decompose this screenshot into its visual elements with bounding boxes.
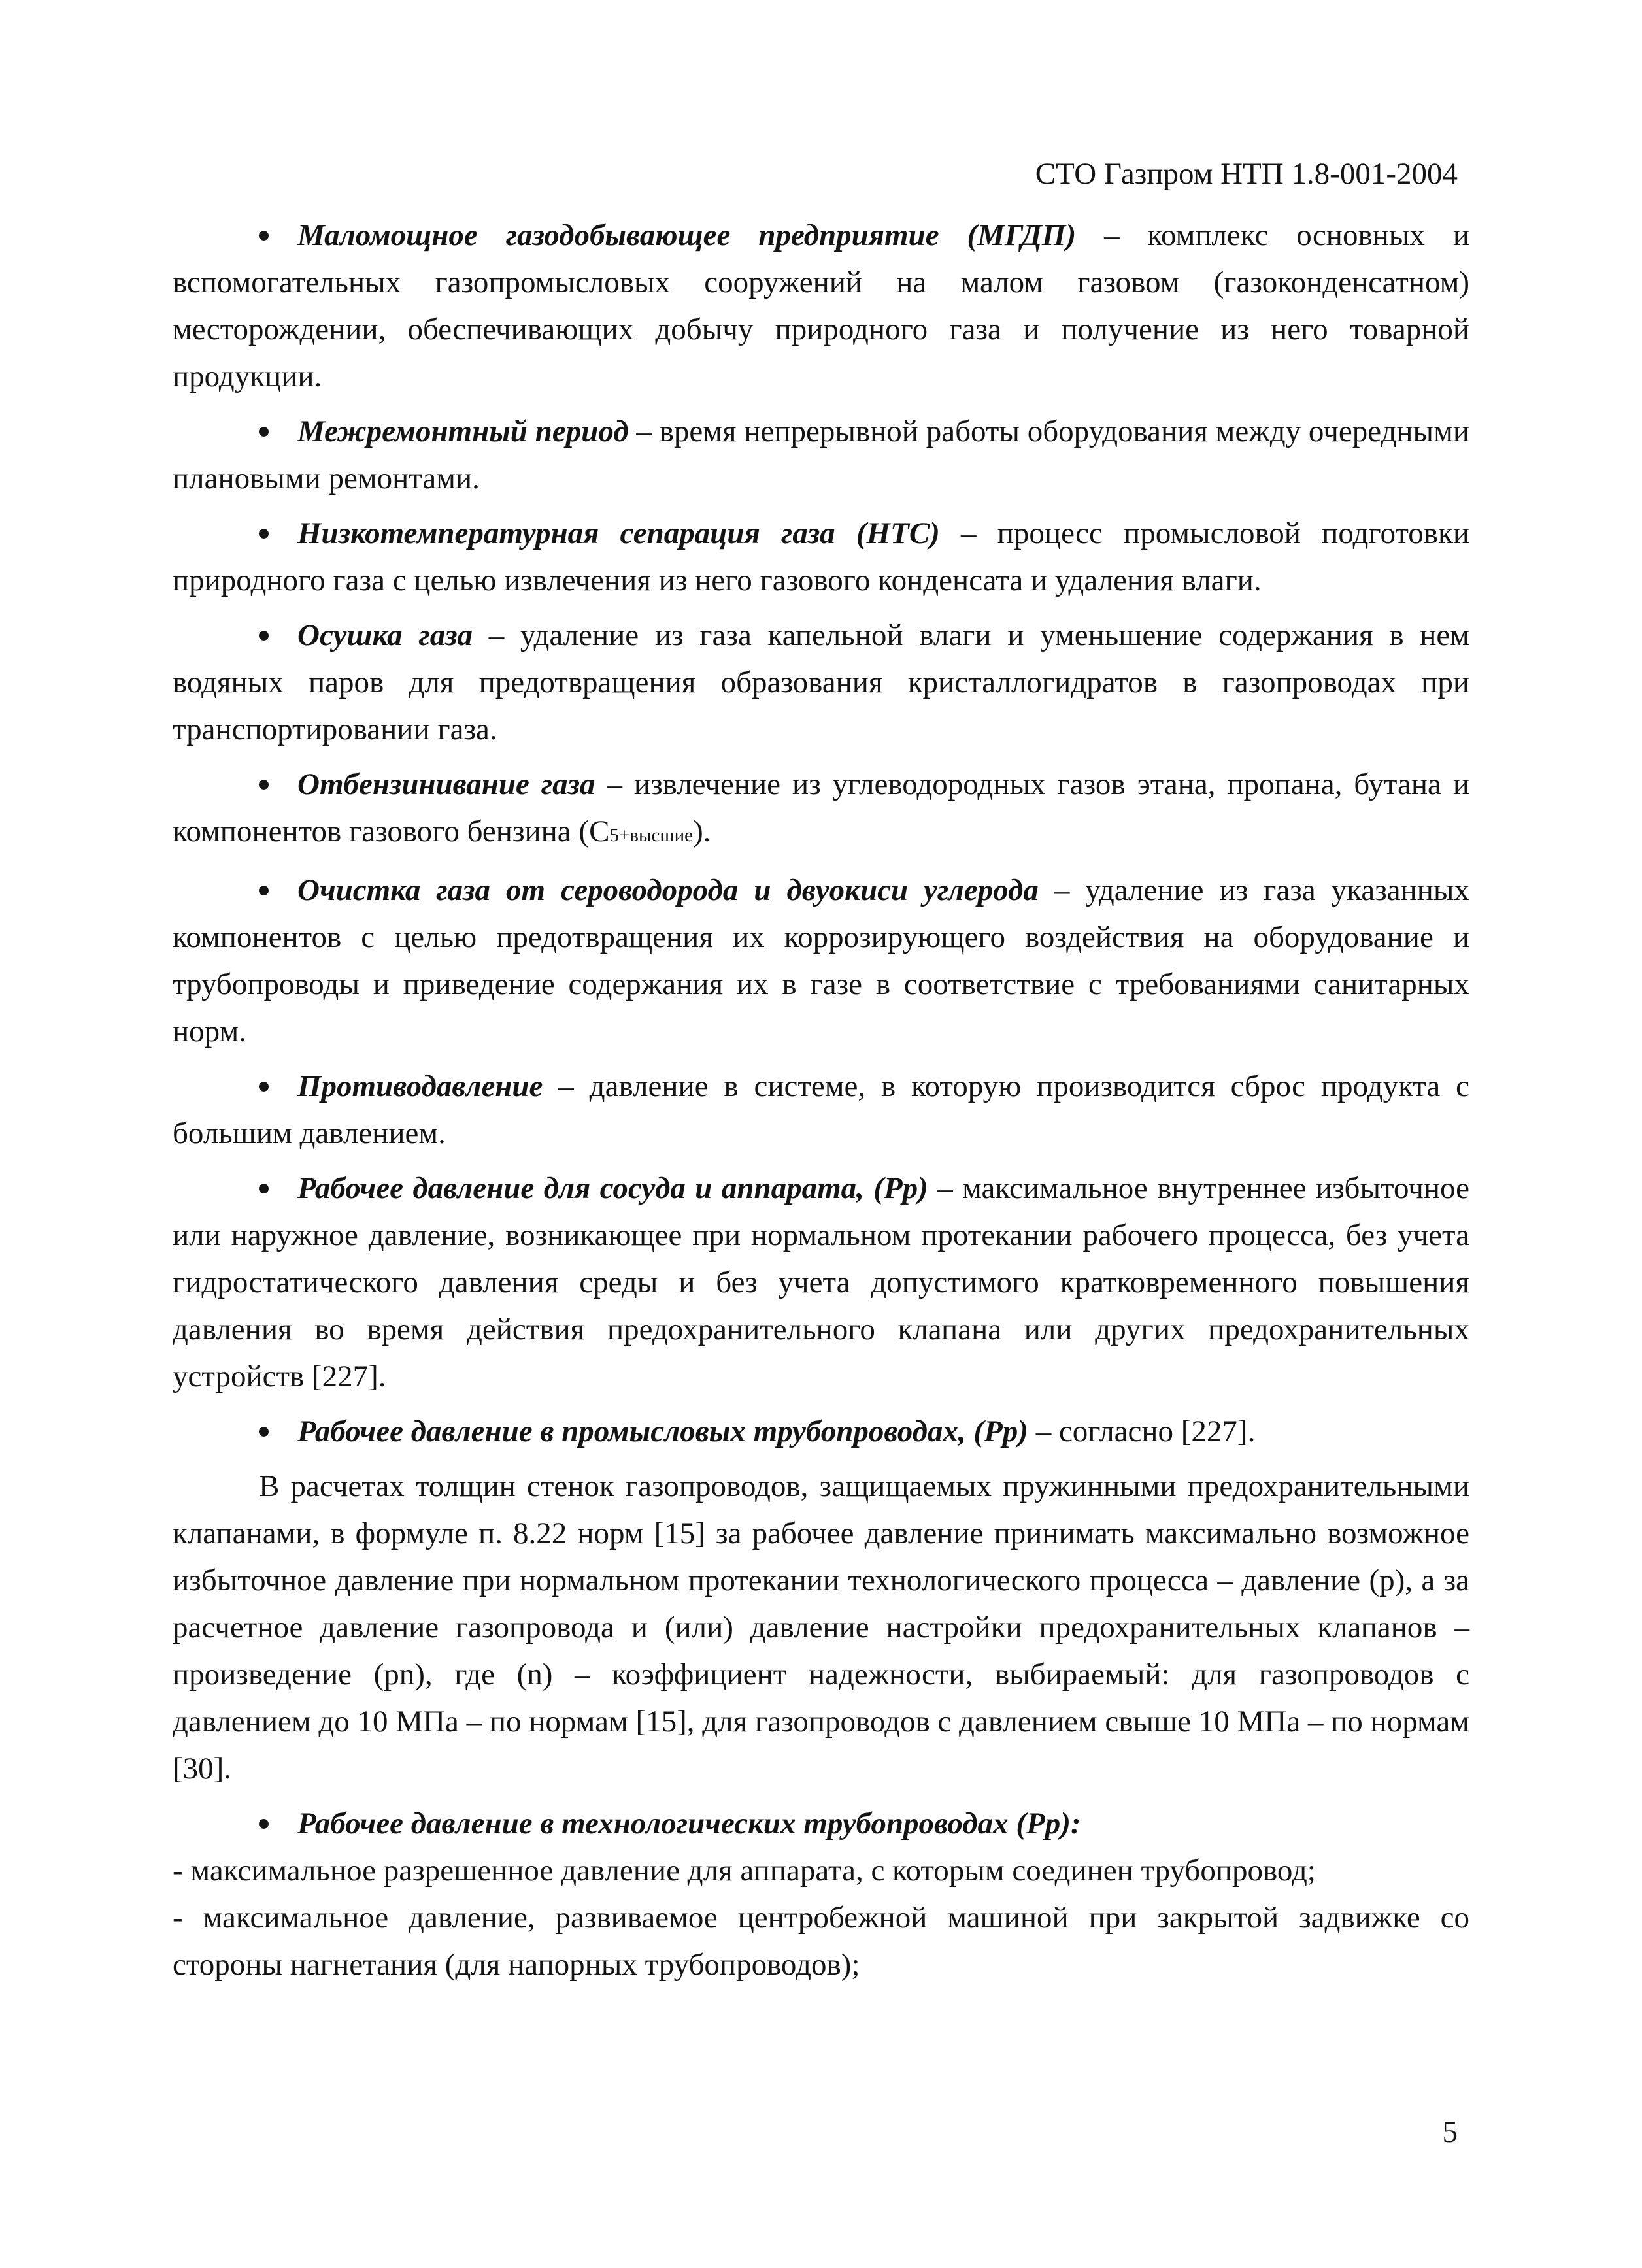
definition-text: – давление в системе, в которую производится сброс продукта с большим давлением. bbox=[173, 1069, 1469, 1150]
definition-text: – комплекс основных и вспомогательных газопромысловых сооружений на малом газовом (газоконденсатном) месторождении, обеспечивающих добычу природного газа и получение из него товарной продукции. bbox=[173, 218, 1469, 393]
definition-item bbox=[173, 1408, 1469, 1455]
definition-term: Рабочее давление для сосуда и аппарата, (Рр) bbox=[297, 1171, 928, 1205]
definition-item bbox=[173, 510, 1469, 604]
definition-item bbox=[173, 212, 1469, 400]
bullet-icon bbox=[259, 1427, 269, 1437]
definition-text: – согласно [227]. bbox=[1028, 1414, 1256, 1448]
definition-term: Маломощное газодобывающее предприятие (МГДП) bbox=[297, 218, 1077, 252]
definition-text: – максимальное внутреннее избыточное или наружное давление, возникающее при нормальном протекании рабочего процесса, без учета гидростатического давления среды и без учета допустимого кратковременного повышения давления во время действия предохранительного клапана или других предохранительных устройств [227]. bbox=[173, 1171, 1469, 1393]
body-paragraph: В расчетах толщин стенок газопроводов, защищаемых пружинными предохранительными клапанами, в формуле п. 8.22 норм [15] за рабочее давление принимать максимально возможное избыточное давление при нормальном протекании технологического процесса – давление (р), а за расчетное давление газопровода и (или) давление настройки предохранительных клапанов – произведение (рn), где (n) – коэффициент надежности, выбираемый: для газопроводов с давлением до 10 МПа – по нормам [15], для газопроводов с давлением свыше 10 МПа – по нормам [30]. bbox=[173, 1469, 1470, 1786]
definition-term: Низкотемпературная сепарация газа (НТС) bbox=[297, 516, 940, 550]
document-code-header: СТО Газпром НТП 1.8-001-2004 bbox=[1035, 157, 1458, 191]
definition-text: – удаление из газа указанных компонентов с целью предотвращения их коррозирующего воздействия на оборудование и трубопроводы и приведение содержания их в газе в соответствие с требованиями санитарных норм. bbox=[173, 873, 1469, 1048]
definition-text: – извлечение из углеводородных газов этана, пропана, бутана и компонентов газового бензина (С bbox=[173, 767, 1470, 848]
definition-text: – удаление из газа капельной влаги и уменьшение содержания в нем водяных паров для предотвращения образования кристаллогидратов в газопроводах при транспортировании газа. bbox=[173, 618, 1469, 746]
definition-item bbox=[173, 761, 1469, 859]
definition-item bbox=[173, 612, 1469, 753]
definition-item bbox=[173, 1800, 1469, 1847]
bullet-icon bbox=[259, 1819, 269, 1829]
bullet-icon bbox=[259, 231, 269, 241]
dash-list-item: - максимальное давление, развиваемое центробежной машиной при закрытой задвижке со стороны нагнетания (для напорных трубопроводов); bbox=[173, 1901, 1469, 1982]
subscript-text: 5+высшие bbox=[609, 825, 694, 846]
bullet-icon bbox=[259, 529, 269, 539]
definition-text-end: ). bbox=[693, 814, 711, 848]
definition-term: Осушка газа bbox=[297, 618, 473, 652]
definition-text: – процесс промысловой подготовки природного газа с целью извлечения из него газового конденсата и удаления влаги. bbox=[173, 516, 1469, 597]
definition-term: Рабочее давление в технологических трубопроводах (Рр): bbox=[297, 1807, 1081, 1841]
bullet-icon bbox=[259, 427, 269, 437]
definition-term: Межремонтный период bbox=[297, 414, 629, 448]
page-number: 5 bbox=[1442, 2115, 1458, 2149]
dash-list-item: - максимальное разрешенное давление для аппарата, с которым соединен трубопровод; bbox=[173, 1854, 1316, 1888]
definition-item bbox=[173, 1165, 1469, 1400]
definition-term: Очистка газа от сероводорода и двуокиси углерода bbox=[297, 873, 1039, 907]
definition-term: Противодавление bbox=[297, 1069, 543, 1103]
bullet-icon bbox=[259, 780, 269, 790]
document-body bbox=[173, 212, 1469, 1996]
definition-term: Отбензинивание газа bbox=[297, 767, 595, 801]
definition-text: – время непрерывной работы оборудования между очередными плановыми ремонтами. bbox=[173, 414, 1469, 495]
definition-item bbox=[173, 1063, 1469, 1157]
bullet-icon bbox=[259, 886, 269, 895]
bullet-icon bbox=[259, 1082, 269, 1092]
definition-item bbox=[173, 867, 1469, 1055]
bullet-icon bbox=[259, 631, 269, 641]
bullet-icon bbox=[259, 1184, 269, 1193]
definition-item bbox=[173, 408, 1469, 502]
definition-term: Рабочее давление в промысловых трубопроводах, (Рр) bbox=[297, 1414, 1028, 1448]
